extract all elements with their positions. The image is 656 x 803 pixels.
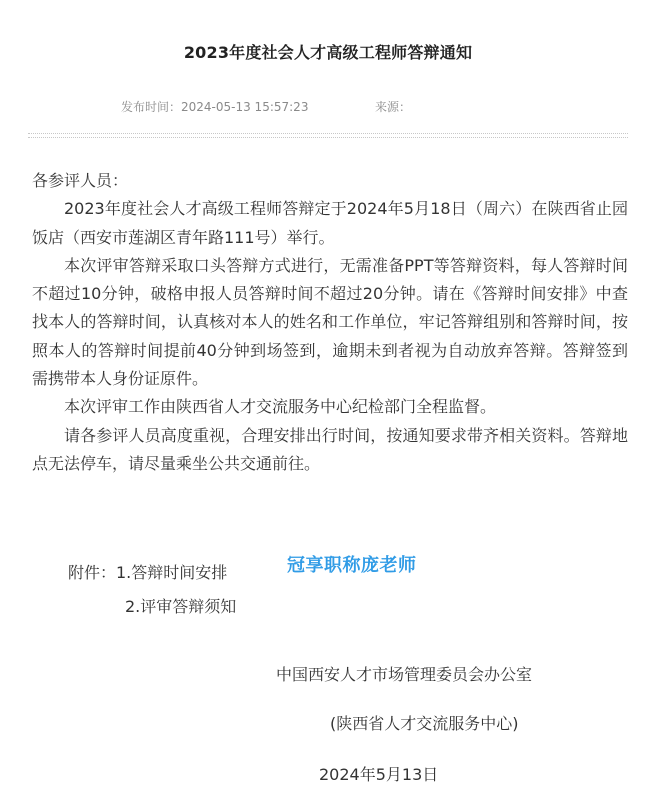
attachment-line-1: 附件：1.答辩时间安排 [68, 563, 228, 582]
attachment-line-2: 2.评审答辩须知 [125, 597, 237, 616]
signature-org: 中国西安人才市场管理委员会办公室 [276, 665, 533, 684]
watermark-text: 冠享职称庞老师 [287, 555, 417, 576]
salutation: 各参评人员： [32, 171, 129, 190]
paragraph-schedule: 2023年度社会人才高级工程师答辩定于2024年5月18日（周六）在陕西省止园饭店（西安市莲湖区青年路111号）举行。 [32, 199, 628, 247]
article-body [32, 167, 628, 478]
paragraph-supervision: 本次评审工作由陕西省人才交流服务中心纪检部门全程监督。 [64, 397, 497, 417]
meta-divider [28, 133, 628, 138]
article-source: 来源： [375, 100, 412, 114]
publish-time: 发布时间：2024-05-13 15:57:23 [121, 100, 309, 114]
paragraph-travel: 请各参评人员高度重视，合理安排出行时间，按通知要求带齐相关资料。答辩地点无法停车，请尽量乘坐公共交通前往。 [32, 425, 628, 473]
signature-date: 2024年5月13日 [319, 765, 439, 784]
paragraph-format: 本次评审答辩采取口头答辩方式进行，无需准备PPT等答辩资料，每人答辩时间不超过10分钟，破格申报人员答辩时间不超过20分钟。请在《答辩时间安排》中查找本人的答辩时间，认真核对本人的姓名和工作单位，牢记答辩组别和答辩时间，按照本人的答辩时间提前40分钟到场签到，逾期未到者视为自动放弃答辩。答辩签到需携带本人身份证原件。 [32, 255, 628, 389]
article-title: 2023年度社会人才高级工程师答辩通知 [183, 43, 473, 62]
signature-sub-org: (陕西省人才交流服务中心) [330, 714, 519, 733]
